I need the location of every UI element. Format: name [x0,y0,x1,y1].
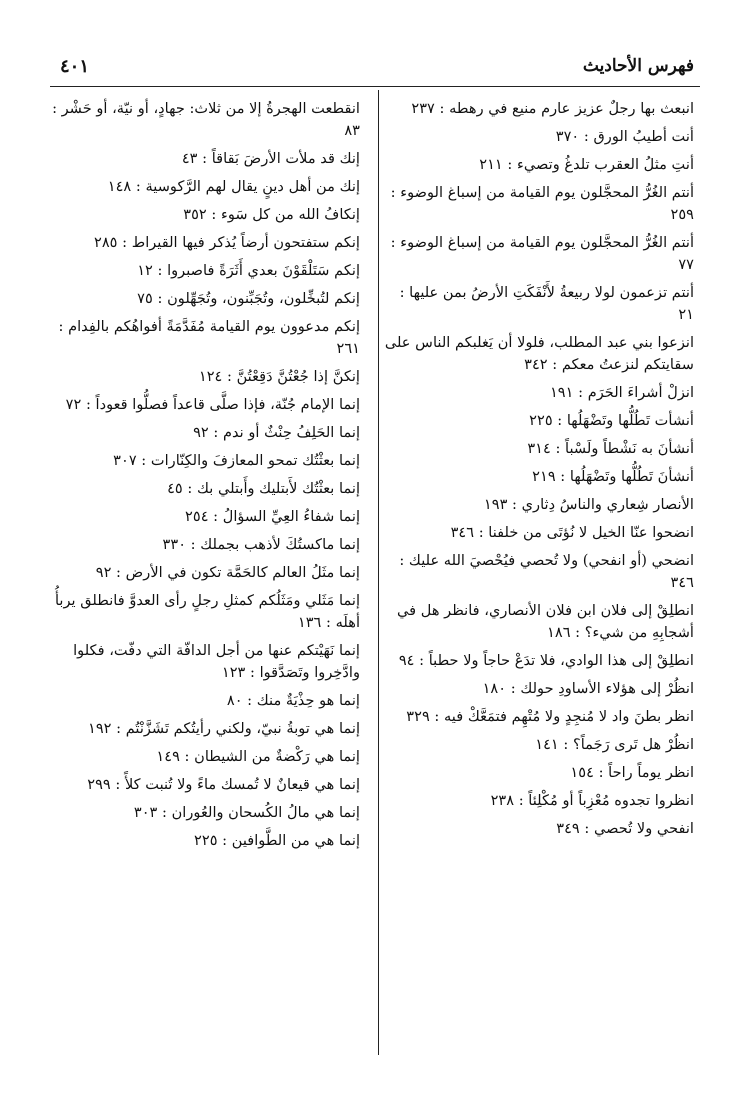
ref-separator: : [502,156,517,173]
page-ref: ٨٠ [226,692,243,709]
ref-separator: : [399,552,409,569]
ref-separator: : [593,764,609,781]
hadith-text: أنتِ مثلُ العقرب تلدغُ وتصيء [516,156,694,173]
page-ref: ٧٢ [65,396,82,413]
page-ref: ٣٤٦ [450,524,475,541]
page-ref: ١٤١ [535,736,559,753]
ref-separator: : [117,234,132,251]
ref-separator: : [222,368,237,385]
index-entry [382,182,694,226]
hadith-text: انظُرْ إلى هؤلاء الأساودِ حولك [520,680,694,697]
hadith-text: إنما مَثَلي ومَثَلُكم كمثلِ رجلٍ رأى العدوَّ فانطلق يربأُ أهلَه [54,592,360,631]
page-ref: ٢٣٨ [490,792,515,809]
index-entry [48,394,360,416]
hadith-text: انقطعت الهجرةُ إلا من ثلاث: جهادٍ، أو نيّة، أو حَشْر [61,100,360,117]
index-entry [48,422,360,444]
ref-separator: : [434,100,450,117]
ref-separator: : [547,356,562,373]
page-ref: ١٩١ [549,384,574,401]
ref-separator: : [579,128,594,145]
ref-separator: : [58,318,69,335]
page-ref: ٢٥٤ [185,508,209,525]
index-entry [48,478,360,500]
index-entry [382,762,694,784]
index-entry [382,706,694,728]
ref-separator: : [81,396,96,413]
hadith-text: أنشأت تَطُلُّها وتَضْهَلُها [566,412,694,429]
page-ref: ٣٤٩ [556,820,580,837]
ref-separator: : [208,508,223,525]
ref-separator: : [111,720,126,737]
index-entry [48,640,360,684]
page-ref: ١٨٦ [547,624,571,641]
ref-separator: : [514,792,529,809]
index-entry [382,410,694,432]
index-entry [382,650,694,672]
index-entry [48,232,360,254]
index-entry [48,590,360,634]
index-entry [382,282,694,326]
ref-separator: : [152,262,168,279]
hadith-text: أنتم الغُرُّ المحجَّلون يوم القيامة من إسباغ الوضوء [400,184,694,201]
hadith-text: انزلْ أشراءَ الحَرَم [587,384,694,401]
ref-separator: : [186,536,201,553]
hadith-text: إنما بعثْتُك تمحو المعازفَ والكِنّارات [150,452,360,469]
page-ref: ١٨٠ [482,680,507,697]
page-ref: ١٩٣ [483,496,508,513]
page-ref: ٣٤٦ [670,574,694,591]
ref-separator: : [242,692,257,709]
index-entry [48,830,360,852]
ref-separator: : [245,664,260,681]
index-entry [48,450,360,472]
index-entry [48,562,360,584]
page-ref: ٤٥ [167,480,183,497]
page-ref: ٤٣ [181,150,198,167]
index-entry [382,522,694,544]
ref-separator: : [507,496,522,513]
hadith-text: أنشأنَ تَطُلُّها وتَضْهَلُها [569,468,694,485]
hadith-text: أنشأنَ به نَشْطاً ولَسْباً [565,440,694,457]
hadith-text: إنما مثَلُ العالم كالحَمَّة تكون في الأرض [125,564,360,581]
page-ref: ٧٥ [137,290,153,307]
hadith-text: إنما نَهَيْتكم عنها من أجل الدافّة التي دفّت، فكلوا وادَّخِروا وتَصَدَّقوا [73,642,360,681]
page-ref: ٣٧٠ [555,128,580,145]
hadith-text: انفحي ولا تُحصي [593,820,694,837]
page-ref: ٢٢٥ [529,412,553,429]
ref-separator: : [111,564,126,581]
index-entry [382,382,694,404]
ref-separator: : [552,412,567,429]
page-ref: ٨٣ [344,122,360,139]
ref-separator: : [555,468,570,485]
hadith-text: أنتم تزعمون لولا ربيعةُ لأَنْفَكَتِ الأرضُ بمن عليها [409,284,694,301]
page-ref: ١٤٩ [156,748,180,765]
index-entry [382,734,694,756]
index-entry [48,176,360,198]
ref-separator: : [131,178,146,195]
hadith-text: إنكنَّ إذا جُعْتُنَّ دَقِعْتُنَّ [236,368,360,385]
page-ref: ١٢٣ [221,664,246,681]
hadith-text: إنك من أهل دينٍ يقال لهم الرَّكوسية [145,178,360,195]
hadith-text: انطلِقْ إلى فلان ابن فلان الأنصاري، فانظر هل في أشجابِهِ من شيء؟ [396,602,694,641]
index-entry [382,600,694,644]
index-entry [382,126,694,148]
page-header [60,56,694,86]
page-ref: ٢٣٧ [411,100,435,117]
page-number: ٤٠١ [60,56,90,77]
page-ref: ٢٢٥ [194,832,218,849]
ref-separator: : [429,708,444,725]
index-entry [382,494,694,516]
index-entry [382,438,694,460]
page-ref: ١٢ [137,262,153,279]
index-entry [48,366,360,388]
ref-separator: : [558,736,573,753]
index-entry [48,204,360,226]
hadith-text: إنك قد ملأت الأرضَ بَقاقاً [211,150,360,167]
left-column [48,98,360,858]
ref-separator: : [197,150,212,167]
index-entry [382,550,694,594]
ref-separator: : [182,480,197,497]
hadith-text: انظُرْ هل تَرى رَجَماً؟ [572,736,694,753]
ref-separator: : [573,384,588,401]
column-divider [378,90,379,1055]
page-ref: ٢١١ [479,156,503,173]
ref-separator: : [550,440,566,457]
hadith-text: انبعث بها رجلٌ عزيز عارم منيع في رهطه [449,100,694,117]
page-ref: ١٥٤ [570,764,594,781]
hadith-text: إنكم ستفتحون أرضاً يُذكر فيها القيراط [131,234,360,251]
page-ref: ٢١ [678,306,694,323]
ref-separator: : [474,524,489,541]
page-ref: ٣٣٠ [162,536,187,553]
index-entry [382,332,694,376]
index-entry [382,678,694,700]
hadith-text: انظر بطنَ واد لا مُنجِدٍ ولا مُتْهِم فتمَعَّكْ فيه [443,708,694,725]
hadith-text: انطلِقْ إلى هذا الوادي، فلا تدَعْ حاجاً ولا حطباً [428,652,694,669]
hadith-text: إنما هي مالُ الكُسحان والعُوران [171,804,360,821]
index-entry [48,718,360,740]
hadith-text: إنكم لتُبخِّلون، وتُجَبِّنون، وتُجَهِّلون [167,290,360,307]
hadith-text: إنكم سَتَلْقَوْنَ بعدي أَثَرَةً فاصبروا [167,262,360,279]
page-ref: ٣٠٣ [133,804,158,821]
page-ref: ٢٥٩ [670,206,694,223]
page-ref: ٩٤ [398,652,415,669]
index-entry [48,690,360,712]
hadith-text: انزعوا بني عبد المطلب، فلولا أن يَغلبكم الناس على سقايتكم لنزعتُ معكم [384,334,694,373]
hadith-text: الأنصار شِعاري والناسُ دِثاري [521,496,694,513]
page-ref: ٣٤٢ [524,356,548,373]
index-entry [382,98,694,120]
hadith-text: إنما بعثْتُك لأَبتليك وأَبتلي بك [196,480,360,497]
ref-separator: : [321,614,336,631]
ref-separator: : [110,776,125,793]
ref-separator: : [217,832,232,849]
index-entry [48,802,360,824]
ref-separator: : [399,284,410,301]
ref-separator: : [506,680,521,697]
page-ref: ١٢٤ [198,368,223,385]
hadith-text: انظر يوماً راحاً [608,764,694,781]
hadith-text: إنما ماكستُكَ لأذهب بجملك [200,536,360,553]
page-ref: ٧٧ [678,256,694,273]
index-entry [48,534,360,556]
hadith-text: إنما هي من الطَّوافين [231,832,360,849]
hadith-text: إنما شفاءُ العِيِّ السؤالُ [222,508,360,525]
page-ref: ٣٢٩ [406,708,430,725]
page-ref: ٣١٤ [527,440,551,457]
page-ref: ٢١٩ [532,468,556,485]
hadith-text: إنما الحَلِفُ حِنْثٌ أو ندم [222,424,360,441]
page-ref: ١٤٨ [107,178,132,195]
index-entry [48,316,360,360]
ref-separator: : [136,452,151,469]
index-entry [48,746,360,768]
page-ref: ٣٥٢ [183,206,207,223]
index-entry [382,818,694,840]
hadith-text: إنما هي توبةُ نبيّ، ولكني رأيتُكم تَشَزَّنْتُم [125,720,360,737]
ref-separator: : [52,100,62,117]
ref-separator: : [152,290,168,307]
page-ref: ١٩٢ [87,720,112,737]
hadith-text: أنتم الغُرُّ المحجَّلون يوم القيامة من إسباغ الوضوء [400,234,694,251]
ref-separator: : [390,184,401,201]
index-entry [48,774,360,796]
page-ref: ٢٨٥ [93,234,118,251]
ref-separator: : [206,206,221,223]
ref-separator: : [414,652,429,669]
index-entry [382,466,694,488]
hadith-text: إنما هي رَكْضةٌ من الشيطان [194,748,360,765]
page-ref: ٣٠٧ [113,452,137,469]
running-title: فهرس الأحاديث [582,56,694,76]
hadith-text: انضحوا عنّا الخيل لا نُؤتَى من خلفنا [488,524,694,541]
hadith-text: إنكافُ الله من كل سَوء [220,206,360,223]
hadith-text: انظروا تجدوه مُعْزِباً أو مُكْلِئاً [528,792,694,809]
header-rule [50,86,700,87]
right-column [382,98,694,846]
page-ref: ٢٦١ [336,340,360,357]
index-entry [382,790,694,812]
page-ref: ٩٢ [193,424,209,441]
page-ref: ١٣٦ [297,614,322,631]
ref-separator: : [579,820,594,837]
hadith-text: إنما هو حِذْيَةٌ منك [256,692,360,709]
ref-separator: : [157,804,172,821]
index-entry [48,148,360,170]
index-entry [48,260,360,282]
ref-separator: : [179,748,195,765]
ref-separator: : [570,624,585,641]
index-entry [382,232,694,276]
index-entry [48,506,360,528]
hadith-text: إنكم مدعوون يوم القيامة مُفَدَّمَةً أفواهُكم بالفِدام [68,318,360,335]
index-entry [48,98,360,142]
page-ref: ٩٢ [95,564,112,581]
hadith-text: إنما هي قيعانٌ لا تُمسك ماءً ولا تُنبت كلأً [124,776,360,793]
hadith-text: انضحي (أو انفحي) ولا تُحصي فيُحْصيَ الله عليك [408,552,694,569]
hadith-text: أنت أطيبُ الورق [593,128,694,145]
hadith-text: إنما الإمام جُنّة، فإذا صلَّى قاعداً فصلُّوا قعوداً [95,396,360,413]
ref-separator: : [208,424,223,441]
page-ref: ٢٩٩ [87,776,111,793]
ref-separator: : [390,234,401,251]
index-entry [382,154,694,176]
index-entry [48,288,360,310]
